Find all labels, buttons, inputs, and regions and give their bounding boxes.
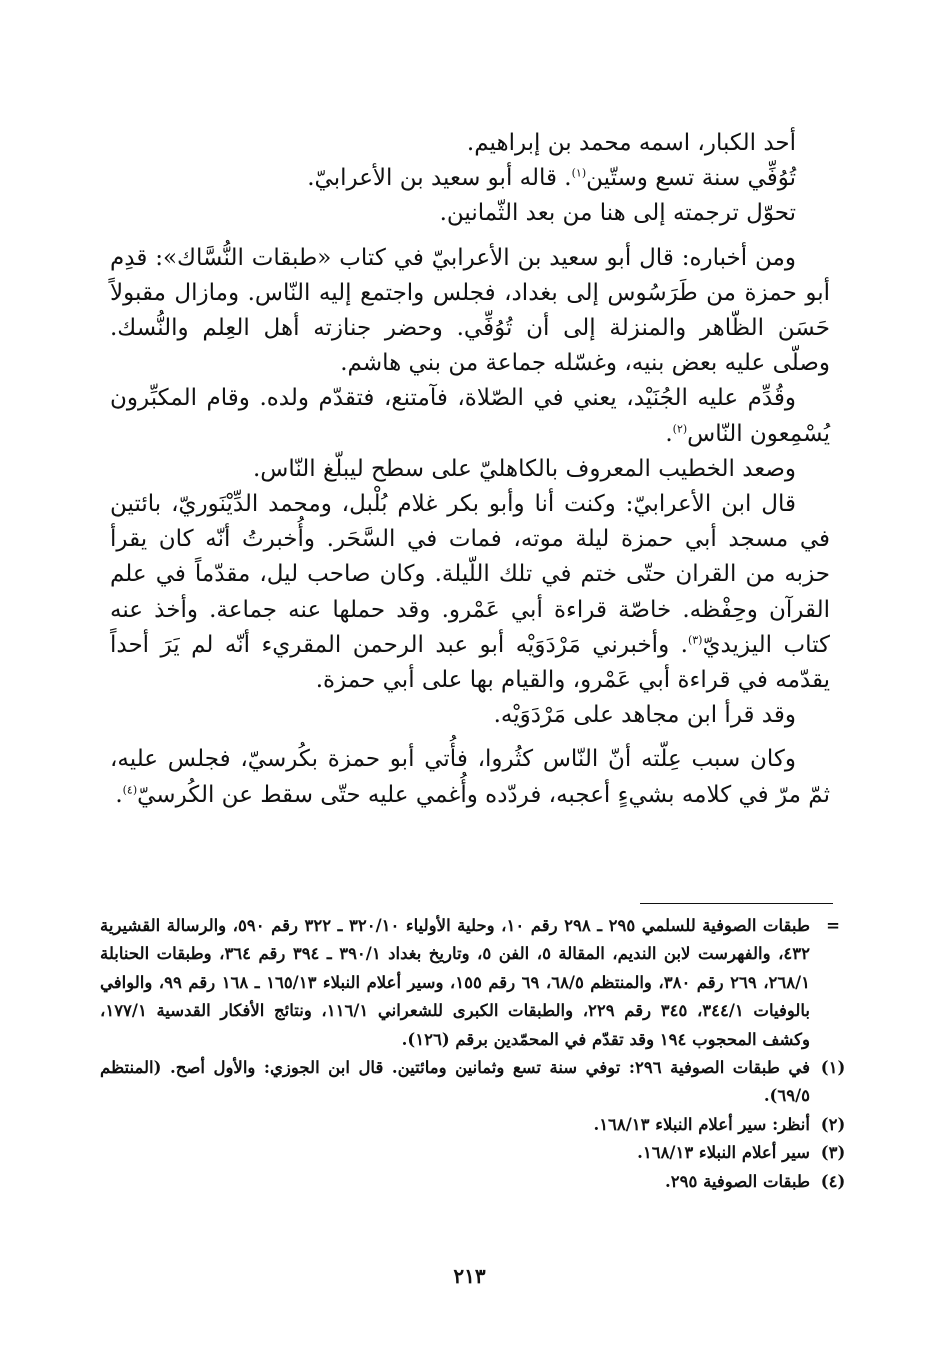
footnote-mark: (٣) <box>820 1143 846 1163</box>
footnote-3 <box>100 1139 850 1167</box>
footnote-2 <box>100 1111 850 1139</box>
footnote-mark: = <box>826 916 840 935</box>
page-number: ٢١٣ <box>453 1264 486 1288</box>
footnote-text: سير أعلام النبلاء ١٦٨/١٣. <box>637 1143 810 1163</box>
paragraph: ومن أخباره: قال أبو سعيد بن الأعرابيّ في كتاب «طبقات النُّسَّاك»: قدِم أبو حمزة من طَرَسُوس إلى بغداد، فجلس واجتمع إليه النّاس. ومازال مقبولاً حَسَن الظّاهر والمنزلة إلى أن تُوُفِّي. وحضر جنازته أهل العِلم والنُّسك. وصلّى عليه بعض بنيه، وغسّله جماعة من بني هاشم. <box>110 244 830 377</box>
footnote-text: طبقات الصوفية ٢٩٥. <box>664 1171 810 1191</box>
footnote-text: في طبقات الصوفية ٢٩٦: توفي سنة تسع وثمانين ومائتين. قال ابن الجوزي: والأول أصح. (المنتظم ٦٩/٥). <box>100 1058 810 1106</box>
paragraph: وقد قرأ ابن مجاهد على مَرْدَوَيْه. <box>493 702 796 729</box>
footnote-mark: (٤) <box>820 1171 846 1191</box>
footnote-separator <box>640 903 833 904</box>
paragraph: قال ابن الأعرابيّ: وكنت أنا وأبو بكر غلام بُلْبل، ومحمد الدِّيْنَوريّ، بائتين في مسجد أبي حمزة ليلة موته، فمات في السَّحَر. وأُخبرتُ أنّه كان يقرأ حزبه من القران حتّى ختم في تلك اللّيلة. وكان صاحب ليل، مقدّماً في علم القرآن وحِفْظه. خاصّة قراءة أبي عَمْرو. وقد حملها عنه جماعة. وأخذ عنه كتاب اليزيديّ$^{(٣)}$. وأخبرني مَرْدَوَيْه أبو عبد الرحمن المقريء أنّه لم يَرَ أحداً يقدّمه في قراءة أبي عَمْرو، والقيام بها على أبي حمزة. <box>110 491 830 694</box>
main-text <box>110 126 830 813</box>
footnote-ref[interactable]: (٢) <box>672 421 688 435</box>
footnote-text: طبقات الصوفية للسلمي ٢٩٥ ـ ٢٩٨ رقم ١٠، وحلية الأولياء ٣٢٠/١٠ ـ ٣٢٢ رقم ٥٩٠، والرسالة القشيرية ٤٣٢، والفهرست لابن النديم، المقالة ٥، الفن ٥، وتاريخ بغداد ٣٩٠/١ ـ ٣٩٤ رقم ٣٦٤، وطبقات الحنابلة ٢٦٨/١، ٢٦٩ رقم ٣٨٠، والمنتظم ٦٨/٥، ٦٩ رقم ١٥٥، وسير أعلام النبلاء ١٦٥/١٣ ـ ١٦٨ رقم ٩٩، والوافي بالوفيات ٣٤٤/١، ٣٤٥ رقم ٢٢٩، والطبقات الكبرى للشعراني ١١٦/١، ونتائج الأفكار القدسية ١٧٧/١، وكشف المحجوب ١٩٤ وقد تقدّم في المحمّدين برقم (١٢٦). <box>100 916 811 1049</box>
paragraph: وصعد الخطيب المعروف بالكاهليّ على سطح ليبلّغ النّاس. <box>252 455 796 482</box>
text-line: تُوُفِّي سنة تسع وستّين$^{(١)}$. قاله أبو سعيد بن الأعرابيّ. <box>307 165 796 192</box>
paragraph: وكان سبب عِلّته أنّ النّاس كثُروا، فأُتي أبو حمزة بكُرسيّ، فجلس عليه، ثمّ مرّ في كلامه بشيءٍ أعجبه، فردّده وأُغمي عليه حتّى سقط عن الكُرسيّ$^{(٤)}$. <box>110 746 830 808</box>
footnote-continuation <box>100 912 850 1054</box>
footnote-mark: (١) <box>820 1058 846 1078</box>
footnote-ref[interactable]: (١) <box>571 166 587 180</box>
footnote-ref[interactable]: (٣) <box>687 633 703 647</box>
text-line: أحد الكبار، اسمه محمد بن إبراهيم. <box>466 130 796 156</box>
footnote-4 <box>100 1168 850 1196</box>
footnote-1 <box>100 1054 850 1111</box>
footnote-ref[interactable]: (٤) <box>122 783 138 796</box>
paragraph: وقُدِّم عليه الجُنَيْد، يعني في الصّلاة، فآمتنع، فتقدّم ولده. وقام المكبِّرون يُسْمِعون النّاس$^{(٢)}$. <box>110 385 830 447</box>
footnote-text: أنظر: سير أعلام النبلاء ١٦٨/١٣. <box>593 1114 810 1134</box>
text-line: تحوّل ترجمته إلى هنا من بعد الثّمانين. <box>439 200 796 227</box>
footnote-mark: (٢) <box>820 1114 846 1134</box>
footnotes <box>100 912 850 1196</box>
